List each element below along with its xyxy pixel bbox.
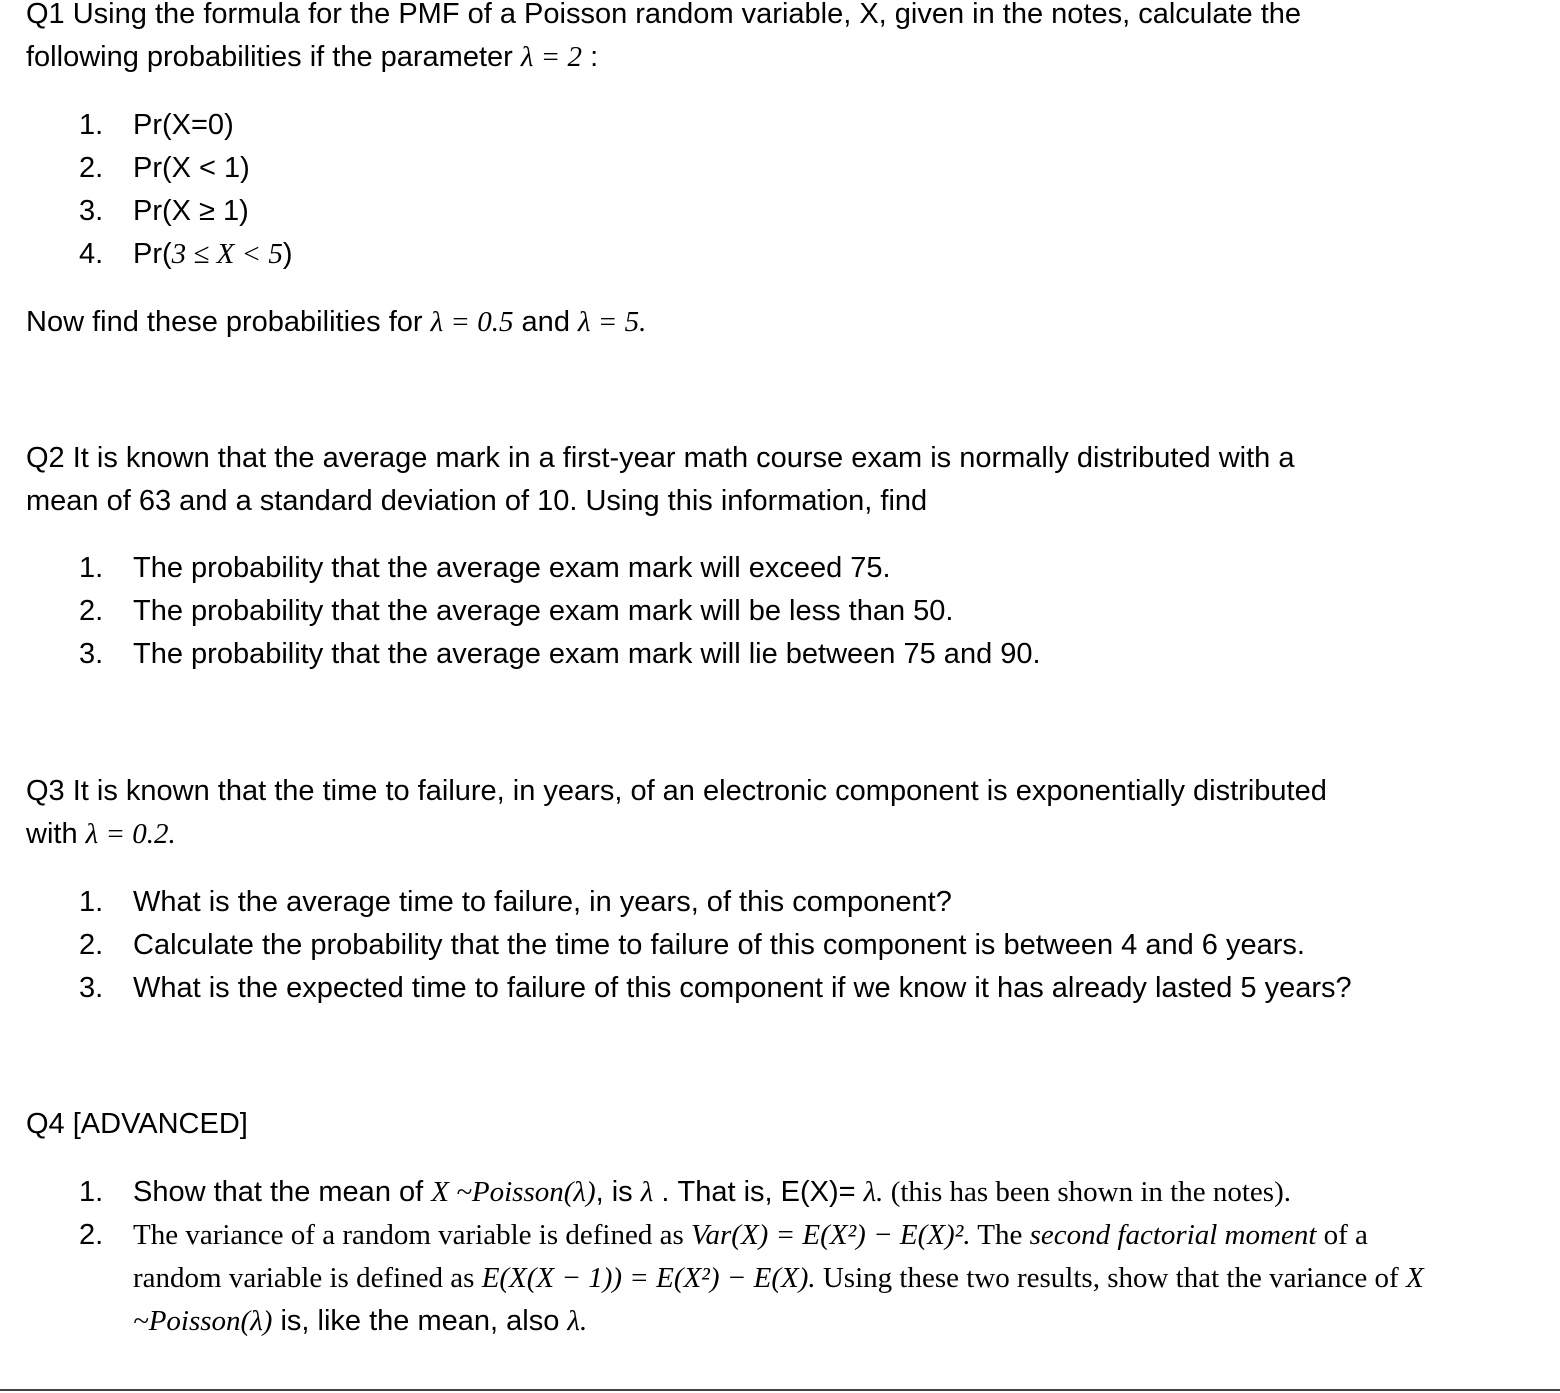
list-text: Pr(X ≥ 1) (133, 195, 249, 227)
list-text: . That is, E(X)= (653, 1176, 864, 1208)
list-text: Calculate the probability that the time to failure of this component is between 4 and 6 years. (133, 929, 1305, 961)
list-math: X ~Poisson(λ) (133, 1262, 1424, 1337)
q1-list (26, 104, 1546, 276)
list-number: 1. (79, 886, 104, 918)
question-2 (26, 437, 1546, 676)
q3-stem-line1: Q3 It is known that the time to failure, in years, of an electronic component is exponentially distributed (26, 775, 1327, 807)
list-number: 3. (79, 195, 104, 227)
q1-lambda-half: λ = 0.5 (430, 306, 514, 338)
q2-stem-line1: Q2 It is known that the average mark in a first-year math course exam is normally distributed with a (26, 442, 1295, 474)
q2-stem-line2: mean of 63 and a standard deviation of 10. Using this information, find (26, 485, 928, 517)
list-number: 2. (79, 152, 104, 184)
list-math: X ~Poisson(λ) (431, 1176, 596, 1208)
list-item (26, 590, 1546, 633)
list-text: Pr(X < 1) (133, 152, 250, 184)
list-math: λ. (863, 1176, 884, 1208)
q3-list (26, 881, 1546, 1010)
list-text: The probability that the average exam mark will lie between 75 and 90. (133, 638, 1041, 670)
q1-stem-line1: Q1 Using the formula for the PMF of a Poisson random variable, X, given in the notes, calculate the (26, 0, 1302, 30)
list-text: Show that the mean of (133, 1176, 432, 1208)
list-item (26, 967, 1546, 1010)
list-item (26, 881, 1546, 924)
q4-list (26, 1171, 1546, 1343)
list-item (26, 1214, 1433, 1343)
list-item (26, 924, 1546, 967)
list-number: 3. (79, 638, 104, 670)
list-text: Using these two results, show that the variance of (815, 1262, 1406, 1294)
list-number: 2. (79, 595, 104, 627)
q1-stem-colon: : (582, 41, 599, 73)
question-3 (26, 770, 1546, 1010)
list-text: The probability that the average exam mark will exceed 75. (133, 552, 891, 584)
list-item (26, 547, 1546, 590)
list-emphasis: second factorial moment (1029, 1219, 1317, 1251)
list-number: 1. (79, 1176, 104, 1208)
list-text: The variance of a random variable is defined as (133, 1219, 691, 1251)
list-text: What is the expected time to failure of this component if we know it has already lasted 5 years? (133, 972, 1352, 1004)
list-text: , is (595, 1176, 641, 1208)
q1-lambda-five: λ = 5. (578, 306, 647, 338)
q1-stem (26, 0, 1546, 79)
list-text: Pr(X=0) (133, 109, 234, 141)
list-item (26, 1171, 1433, 1214)
list-number: 3. (79, 972, 104, 1004)
list-item (26, 233, 1546, 276)
list-text: (this has been shown in the notes). (883, 1176, 1291, 1208)
list-number: 4. (79, 238, 104, 270)
q1-lambda-value: λ = 2 (520, 41, 583, 73)
list-item (26, 147, 1546, 190)
q3-stem (26, 770, 1546, 856)
list-item (26, 190, 1546, 233)
list-number: 1. (79, 109, 104, 141)
q1-stem-line2: following probabilities if the parameter (26, 41, 521, 73)
q2-list (26, 547, 1546, 676)
q1-followup-and: and (513, 306, 578, 338)
list-number: 2. (79, 929, 104, 961)
q1-followup (26, 301, 1546, 344)
q3-stem-line2: with (26, 818, 86, 850)
list-math: λ (640, 1176, 654, 1208)
list-text-post: ) (282, 238, 293, 270)
page-bottom-rule (0, 1389, 1560, 1391)
list-math: Var(X) = E(X²) − E(X)². (691, 1219, 971, 1251)
list-math: λ. (567, 1305, 588, 1337)
list-item (26, 104, 1546, 147)
list-math: 3 ≤ X < 5 (171, 238, 283, 270)
list-number: 2. (79, 1219, 104, 1251)
list-number: 1. (79, 552, 104, 584)
list-text: is, like the mean, also (272, 1305, 568, 1337)
list-text: The (970, 1219, 1030, 1251)
q4-title: Q4 [ADVANCED] (26, 1108, 248, 1140)
list-math: E(X(X − 1)) = E(X²) − E(X). (481, 1262, 816, 1294)
list-text-pre: Pr( (133, 238, 172, 270)
q3-lambda-value: λ = 0.2. (85, 818, 176, 850)
list-text: of a random variable is defined as (133, 1219, 1368, 1294)
list-item (26, 633, 1546, 676)
list-text: What is the average time to failure, in years, of this component? (133, 886, 952, 918)
q1-followup-text: Now find these probabilities for (26, 306, 431, 338)
list-text: The probability that the average exam mark will be less than 50. (133, 595, 954, 627)
question-4 (26, 1103, 1546, 1343)
q2-stem (26, 437, 1546, 523)
question-1 (26, 0, 1546, 344)
